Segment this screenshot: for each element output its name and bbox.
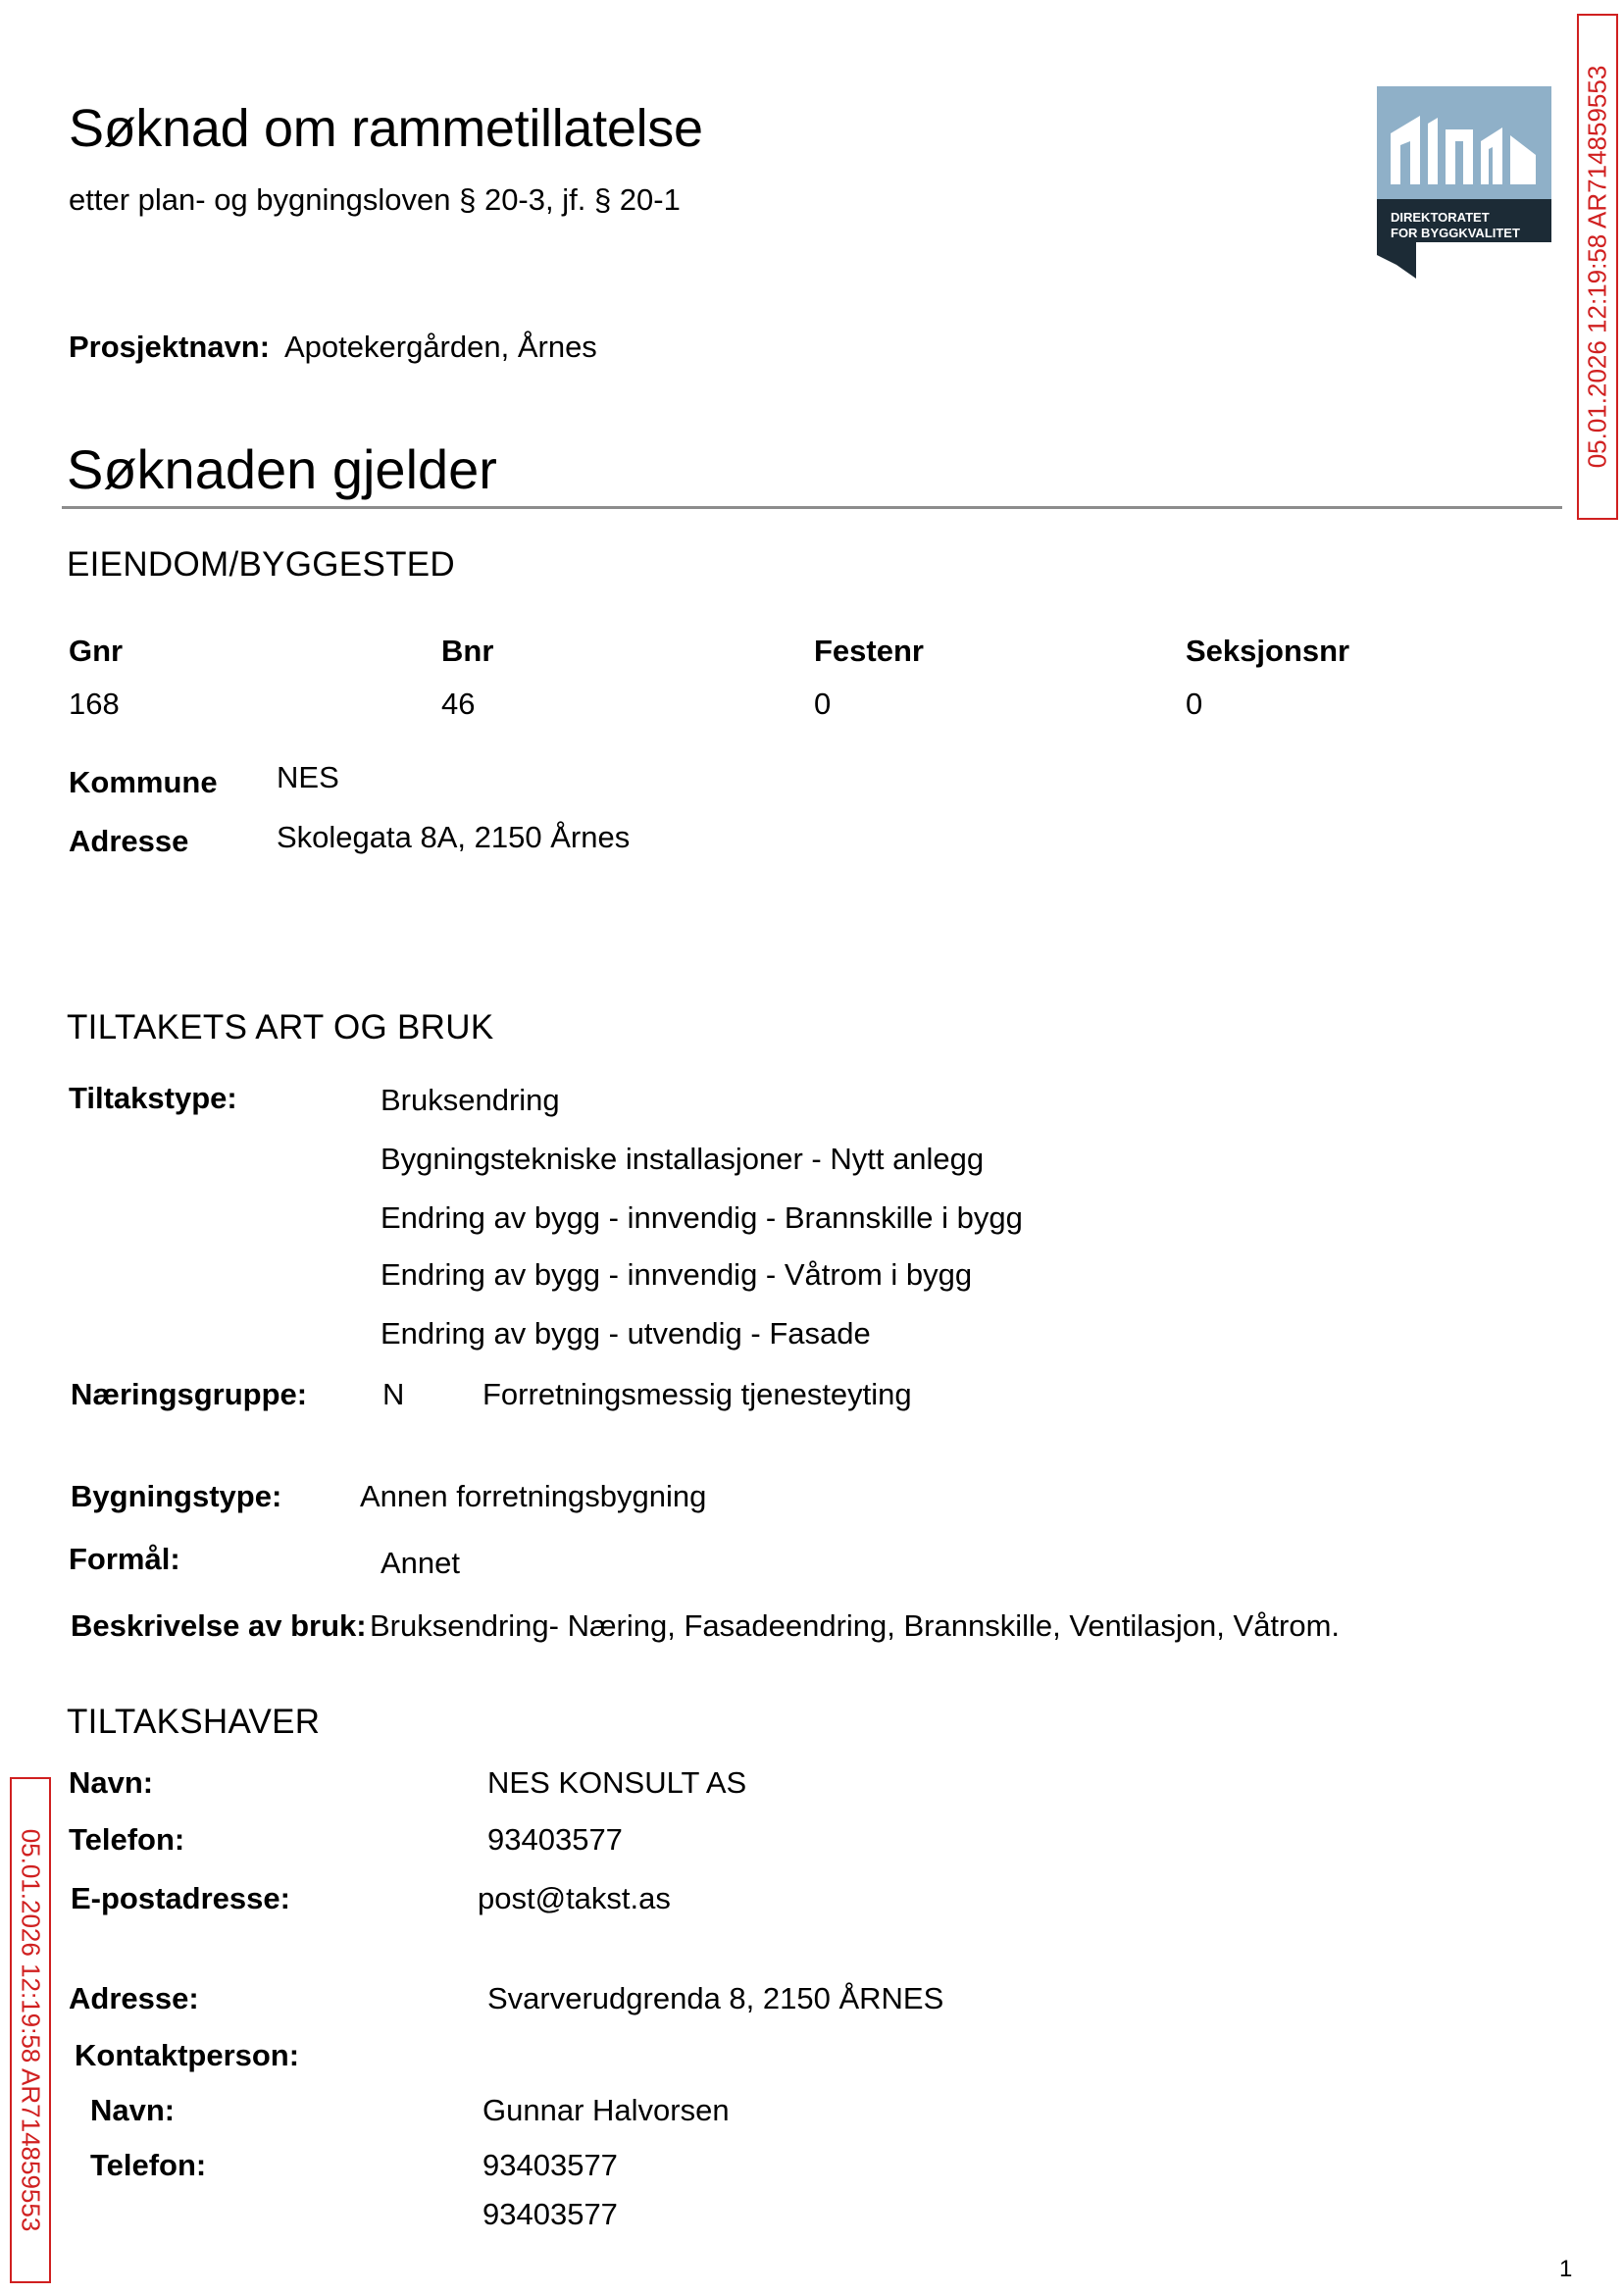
kontakt-telefon-value-2: 93403577 bbox=[482, 2197, 618, 2231]
property-value-gnr: 168 bbox=[69, 687, 120, 721]
project-label: Prosjektnavn: bbox=[69, 330, 271, 364]
tiltakstype-item: Bygningstekniske installasjoner - Nytt anlegg bbox=[381, 1142, 985, 1176]
property-value-bnr: 46 bbox=[441, 687, 476, 721]
receipt-stamp-top bbox=[1577, 14, 1618, 520]
adresse-value: Skolegata 8A, 2150 Årnes bbox=[277, 820, 631, 854]
naeringsgruppe-value: Forretningsmessig tjenesteyting bbox=[482, 1377, 912, 1411]
kontakt-navn-value: Gunnar Halvorsen bbox=[482, 2093, 730, 2127]
owner-adresse-value: Svarverudgrenda 8, 2150 ÅRNES bbox=[487, 1981, 944, 2015]
heading-divider bbox=[62, 506, 1562, 509]
owner-epost-value: post@takst.as bbox=[478, 1881, 671, 1915]
property-heading: EIENDOM/BYGGESTED bbox=[67, 545, 455, 584]
logo-text-line1: DIREKTORATET bbox=[1391, 210, 1490, 225]
property-col-gnr: Gnr bbox=[69, 634, 124, 668]
formal-label: Formål: bbox=[69, 1542, 180, 1576]
kontakt-telefon-value: 93403577 bbox=[482, 2148, 618, 2182]
bygningstype-value: Annen forretningsbygning bbox=[360, 1479, 707, 1513]
property-col-bnr: Bnr bbox=[441, 634, 494, 668]
formal-value: Annet bbox=[381, 1546, 461, 1580]
naeringsgruppe-code: N bbox=[382, 1377, 405, 1411]
tiltakstype-item: Endring av bygg - innvendig - Våtrom i bygg bbox=[381, 1257, 973, 1292]
tiltakstype-label: Tiltakstype: bbox=[69, 1081, 237, 1115]
tiltakstype-item: Endring av bygg - utvendig - Fasade bbox=[381, 1316, 871, 1351]
owner-navn-label: Navn: bbox=[69, 1765, 154, 1800]
kontakt-navn-label: Navn: bbox=[90, 2093, 176, 2127]
applies-heading: Søknaden gjelder bbox=[67, 438, 497, 500]
kontakt-telefon-label: Telefon: bbox=[90, 2148, 207, 2182]
kontaktperson-label: Kontaktperson: bbox=[75, 2038, 300, 2072]
naeringsgruppe-label: Næringsgruppe: bbox=[71, 1377, 308, 1411]
dibk-logo-icon bbox=[1377, 86, 1551, 279]
owner-telefon-label: Telefon: bbox=[69, 1822, 185, 1857]
owner-epost-label: E-postadresse: bbox=[71, 1881, 290, 1915]
beskrivelse-label: Beskrivelse av bruk: bbox=[71, 1608, 367, 1643]
tiltakstype-item: Endring av bygg - innvendig - Brannskille i bygg bbox=[381, 1200, 1023, 1235]
owner-telefon-value: 93403577 bbox=[487, 1822, 623, 1857]
page-number: 1 bbox=[1559, 2256, 1573, 2282]
dibk-logo bbox=[1377, 86, 1551, 279]
kommune-label: Kommune bbox=[69, 765, 218, 799]
tiltakstype-item: Bruksendring bbox=[381, 1083, 560, 1117]
document-title: Søknad om rammetillatelse bbox=[69, 99, 703, 158]
owner-heading: TILTAKSHAVER bbox=[67, 1703, 321, 1741]
property-value-festenr: 0 bbox=[814, 687, 832, 721]
property-col-festenr: Festenr bbox=[814, 634, 924, 668]
measure-heading: TILTAKETS ART OG BRUK bbox=[67, 1008, 494, 1046]
adresse-label: Adresse bbox=[69, 824, 189, 858]
kommune-value: NES bbox=[277, 760, 339, 794]
logo-text-line2: FOR BYGGKVALITET bbox=[1391, 226, 1520, 240]
beskrivelse-value: Bruksendring- Næring, Fasadeendring, Brannskille, Ventilasjon, Våtrom. bbox=[370, 1608, 1341, 1643]
receipt-stamp-left bbox=[10, 1777, 51, 2283]
owner-adresse-label: Adresse: bbox=[69, 1981, 199, 2015]
property-value-seksjonsnr: 0 bbox=[1186, 687, 1203, 721]
document-subtitle: etter plan- og bygningsloven § 20-3, jf. § 20-1 bbox=[69, 182, 681, 217]
owner-navn-value: NES KONSULT AS bbox=[487, 1765, 747, 1800]
stamp-text: 05.01.2026 12:19:58 AR714859553 bbox=[1582, 65, 1612, 469]
property-col-seksjonsnr: Seksjonsnr bbox=[1186, 634, 1350, 668]
bygningstype-label: Bygningstype: bbox=[71, 1479, 282, 1513]
project-value: Apotekergården, Årnes bbox=[284, 330, 597, 364]
stamp-text: 05.01.2026 12:19:58 AR714859553 bbox=[16, 1828, 46, 2232]
